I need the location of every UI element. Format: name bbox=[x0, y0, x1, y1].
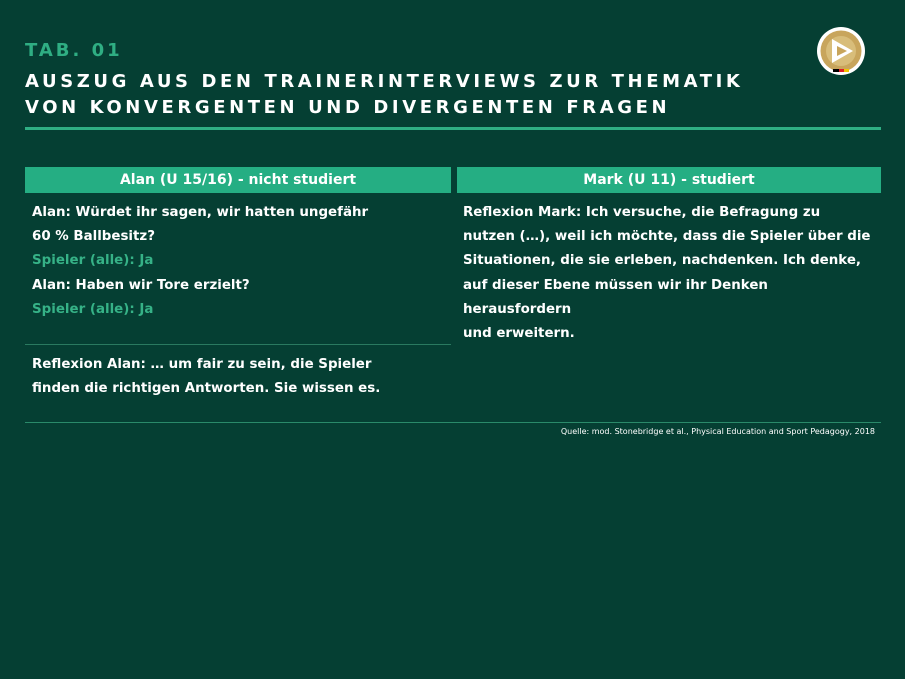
dialogue-line-players: Spieler (alle): Ja bbox=[32, 253, 154, 269]
dialogue-line: Alan: Würdet ihr sagen, wir hatten ungefähr bbox=[32, 205, 369, 220]
title-line-2: VON KONVERGENTEN UND DIVERGENTEN FRAGEN bbox=[25, 97, 671, 118]
table-bottom-rule bbox=[25, 422, 881, 423]
reflexion-line: nutzen (…), weil ich möchte, dass die Spieler über die bbox=[463, 229, 871, 245]
reflexion-line: auf dieser Ebene müssen wir ihr Denken herausfordern bbox=[463, 277, 768, 317]
page-title bbox=[25, 69, 805, 121]
dfb-logo-icon bbox=[816, 26, 866, 76]
cell-divider bbox=[25, 344, 451, 345]
source-citation: Quelle: mod. Stonebridge et al., Physical Education and Sport Pedagogy, 2018 bbox=[560, 427, 875, 436]
table-number: TAB. 01 bbox=[25, 40, 123, 61]
title-line-1: AUSZUG AUS DEN TRAINERINTERVIEWS ZUR THEMATIK bbox=[25, 71, 744, 92]
dialogue-line: Alan: Haben wir Tore erzielt? bbox=[32, 277, 250, 293]
alan-reflexion bbox=[32, 353, 442, 401]
title-divider bbox=[25, 127, 881, 130]
reflexion-line: finden die richtigen Antworten. Sie wissen es. bbox=[32, 381, 381, 397]
reflexion-line: Situationen, die sie erleben, nachdenken. Ich denke, bbox=[463, 253, 861, 269]
reflexion-line: Reflexion Mark: Ich versuche, die Befragung zu bbox=[463, 205, 821, 220]
dialogue-line-players: Spieler (alle): Ja bbox=[32, 301, 154, 317]
reflexion-line: Reflexion Alan: … um fair zu sein, die Spieler bbox=[32, 357, 372, 372]
reflexion-line: und erweitern. bbox=[463, 326, 575, 342]
column-header-alan: Alan (U 15/16) - nicht studiert bbox=[25, 167, 451, 193]
alan-dialogue bbox=[32, 201, 442, 322]
mark-reflexion bbox=[463, 201, 875, 346]
column-header-mark: Mark (U 11) - studiert bbox=[457, 167, 881, 193]
dialogue-line: 60 % Ballbesitz? bbox=[32, 229, 155, 245]
